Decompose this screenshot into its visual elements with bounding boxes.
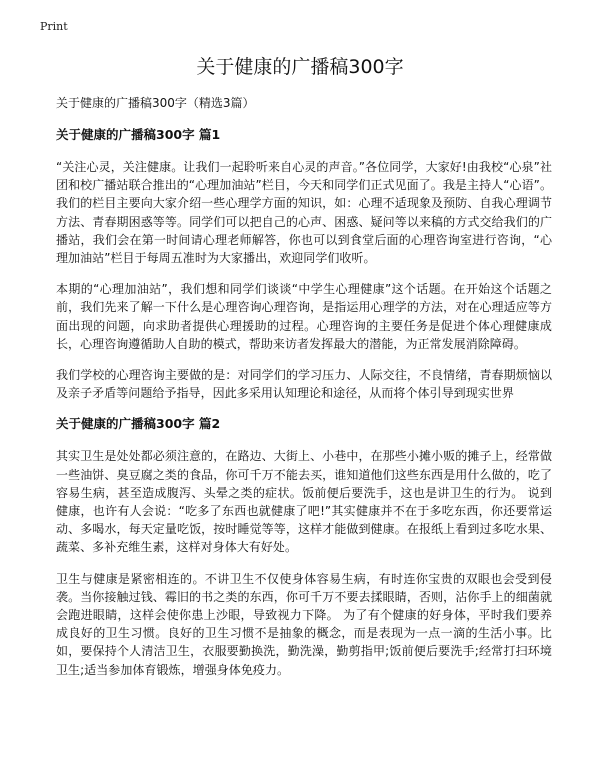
article-body bbox=[56, 94, 552, 692]
page-title: 关于健康的广播稿300字 bbox=[196, 56, 404, 78]
article-subtitle: 关于健康的广播稿300字（精选3篇） bbox=[56, 96, 255, 110]
section-heading: 关于健康的广播稿300字 篇1 bbox=[56, 127, 221, 142]
section-heading: 关于健康的广播稿300字 篇2 bbox=[56, 416, 221, 432]
print-link[interactable]: Print bbox=[40, 20, 68, 33]
paragraph: 其实卫生是处处都必须注意的，在路边、大街上、小巷中，在那些小摊小贩的摊子上，经常做一些油饼、臭豆腐之类的食品，你可千万不能去买，谁知道他们这些东西是用什么做的，吃了容易生病，甚至造成腹泻、头晕之类的症状。饭前便后要洗手，这也是讲卫生的行为。 说到健康，也许有人会说：“吃多了东西也就健康了吧!”其实健康并不在于多吃东西，你还要常运动、多喝水，每天定量吃饭，按时睡觉等等，这样才能做到健康。在报纸上看到过多吃水果、蔬菜、多补充维生素，这样对身体大有好处。 bbox=[56, 449, 552, 555]
section-1 bbox=[56, 126, 552, 402]
section-2 bbox=[56, 415, 552, 678]
paragraph: 本期的“心理加油站”，我们想和同学们谈谈“中学生心理健康”这个话题。在开始这个话题之前，我们先来了解一下什么是心理咨询心理咨询，是指运用心理学的方法，对在心理适应等方面出现的问题，向求助者提供心理援助的过程。心理咨询的主要任务是促进个体心理健康成长，心理咨询遵循助人自助的模式，帮助来访者发挥最大的潜能，为正常发展消除障碍。 bbox=[56, 282, 552, 351]
paragraph: “关注心灵，关注健康。让我们一起聆听来自心灵的声音。”各位同学，大家好!由我校“心泉”社团和校广播站联合推出的“心理加油站”栏目，今天和同学们正式见面了。我是主持人“心语”。我们的栏目主要向大家介绍一些心理学方面的知识，如：心理不适现象及预防、自我心理调节方法、青春期困惑等等。同学们可以把自己的心声、困惑、疑问等以来稿的方式交给我们的广播站，我们会在第一时间请心理老师解答，你也可以到食堂后面的心理咨询室进行咨询，“心理加油站”栏目于每周五准时为大家播出，欢迎同学们收听。 bbox=[56, 160, 552, 266]
paragraph: 我们学校的心理咨询主要做的是：对同学们的学习压力、人际交往，不良情绪，青春期烦恼以及亲子矛盾等问题给予指导，因此多采用认知理论和途径，从而将个体引导到现实世界 bbox=[56, 368, 552, 401]
paragraph: 卫生与健康是紧密相连的。不讲卫生不仅使身体容易生病，有时连你宝贵的双眼也会受到侵袭。当你接触过钱、霉旧的书之类的东西，你可千万不要去揉眼睛，否则，沾你手上的细菌就会跑进眼睛，这样会使你患上沙眼，导致视力下降。 为了有个健康的好身体，平时我们要养成良好的卫生习惯。良好的卫生习惯不是抽象的概念，而是表现为一点一滴的生活小事。比如，要保持个人清洁卫生，衣服要勤换洗，勤洗澡，勤剪指甲;饭前便后要洗手;经常打扫环境卫生;适当参加体育锻炼，增强身体免疫力。 bbox=[56, 571, 552, 677]
